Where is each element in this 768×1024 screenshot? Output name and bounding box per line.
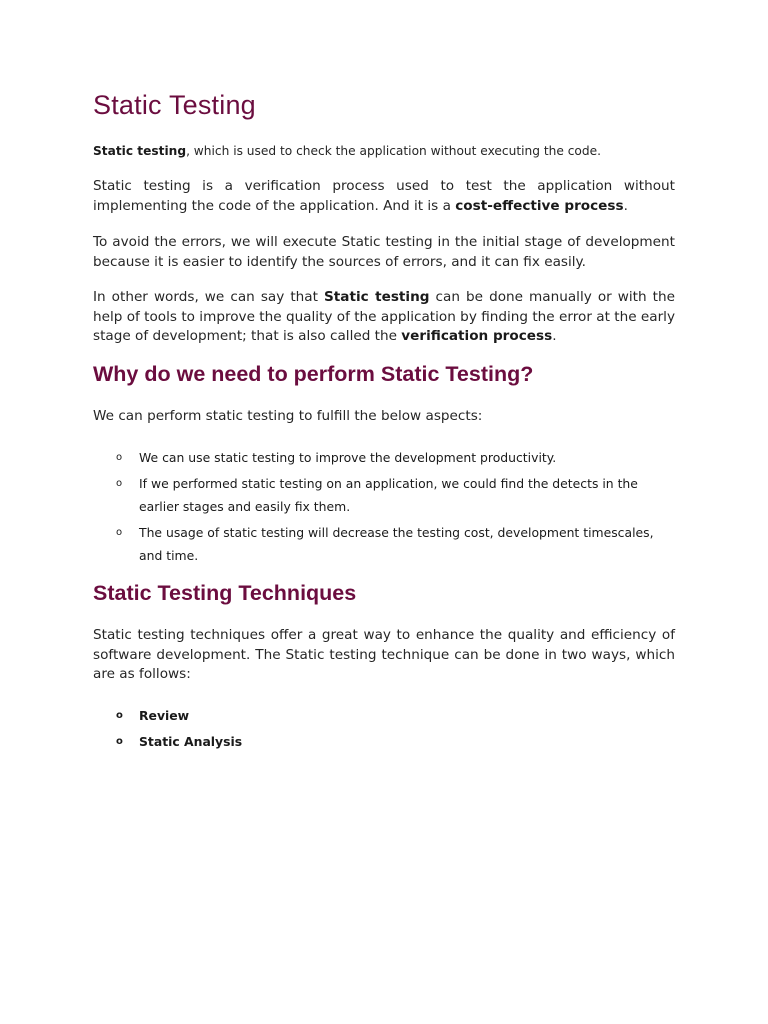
list-item: [93, 446, 675, 469]
bullet-icon: o: [116, 710, 123, 721]
bullet-icon: o: [116, 527, 123, 538]
page-title: Static Testing: [93, 90, 256, 120]
technique-item-text: Static Analysis: [139, 734, 243, 749]
list-item: [93, 704, 675, 727]
list-item: [93, 472, 675, 518]
paragraph-1: [93, 177, 675, 216]
p1-bold: cost-effective process: [455, 197, 624, 214]
why-intro: We can perform static testing to fulfill the below aspects:: [93, 408, 483, 424]
paragraph-3: [93, 288, 675, 347]
p3-text-1: In other words, we can say that: [93, 289, 324, 305]
bullet-icon: o: [116, 452, 123, 463]
heading-techniques: Static Testing Techniques: [93, 581, 357, 605]
p3-text-2: can be done manually or with the help of tools to improve the quality of the application by finding the error at the early stage of development; that is also called the: [93, 289, 675, 345]
p1-text: Static testing is a verification process used to test the application without implementing the code of the application. And it is a: [93, 178, 675, 214]
list-item: [93, 730, 675, 753]
bullet-icon: o: [116, 736, 123, 747]
why-item-text: We can use static testing to improve the development productivity.: [139, 450, 557, 465]
techniques-list: [93, 704, 675, 756]
intro-bold: Static testing: [93, 144, 187, 158]
why-item-text: The usage of static testing will decrease the testing cost, development timescales, and time.: [139, 525, 654, 563]
techniques-intro: Static testing techniques offer a great way to enhance the quality and efficiency of software development. The Static testing technique can be done in two ways, which are as follows:: [93, 627, 675, 683]
p1-end: .: [623, 197, 628, 214]
p3-end: .: [552, 328, 557, 345]
p3-bold-2: verification process: [401, 328, 553, 345]
heading-why: Why do we need to perform Static Testing?: [93, 362, 534, 386]
why-list: [93, 446, 675, 570]
paragraph-2: To avoid the errors, we will execute Static testing in the initial stage of development because it is easier to identify the sources of errors, and it can fix easily.: [93, 234, 675, 270]
list-item: [93, 521, 675, 567]
p3-bold-1: Static testing: [323, 289, 430, 305]
technique-item-text: Review: [139, 708, 190, 723]
intro-text: , which is used to check the application without executing the code.: [186, 144, 601, 158]
intro-paragraph: [93, 142, 675, 160]
why-item-text: If we performed static testing on an application, we could find the detects in the earlier stages and easily fix them.: [139, 476, 638, 514]
bullet-icon: o: [116, 478, 123, 489]
